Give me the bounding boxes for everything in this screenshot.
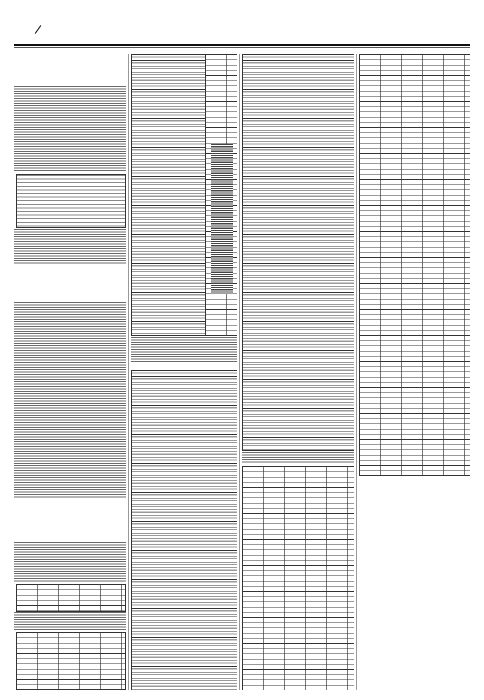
header-rule-thin	[14, 47, 470, 48]
column-announcements	[14, 54, 126, 690]
announcement-3-table	[16, 584, 126, 612]
page-slash	[35, 25, 42, 34]
column-2-note	[131, 337, 237, 363]
announcement-3	[14, 510, 126, 513]
announcement-3-body-2	[14, 612, 126, 630]
header-rule	[14, 44, 470, 46]
credit-table-main	[242, 54, 354, 451]
announcement-3-table-2	[16, 632, 126, 690]
column-3-note	[242, 452, 354, 464]
announcement-1-body	[14, 86, 126, 172]
announcement-1-table	[16, 174, 126, 228]
announcement-2-body	[14, 302, 126, 498]
limit-table-continued	[359, 54, 470, 476]
limit-table	[242, 466, 354, 690]
column-divider	[356, 54, 357, 690]
announcement-1	[14, 54, 126, 56]
column-4	[359, 54, 470, 690]
related-party-list-table	[131, 54, 207, 336]
remarks-cell	[211, 144, 233, 294]
announcement-2	[14, 276, 126, 280]
column-3	[242, 54, 354, 690]
page-header	[0, 0, 484, 48]
announcement-1-body-2	[14, 229, 126, 265]
announcement-3-body	[14, 542, 126, 582]
credit-table-continued	[131, 370, 237, 690]
column-divider	[128, 54, 129, 690]
column-2	[131, 54, 237, 690]
column-divider	[239, 54, 240, 690]
